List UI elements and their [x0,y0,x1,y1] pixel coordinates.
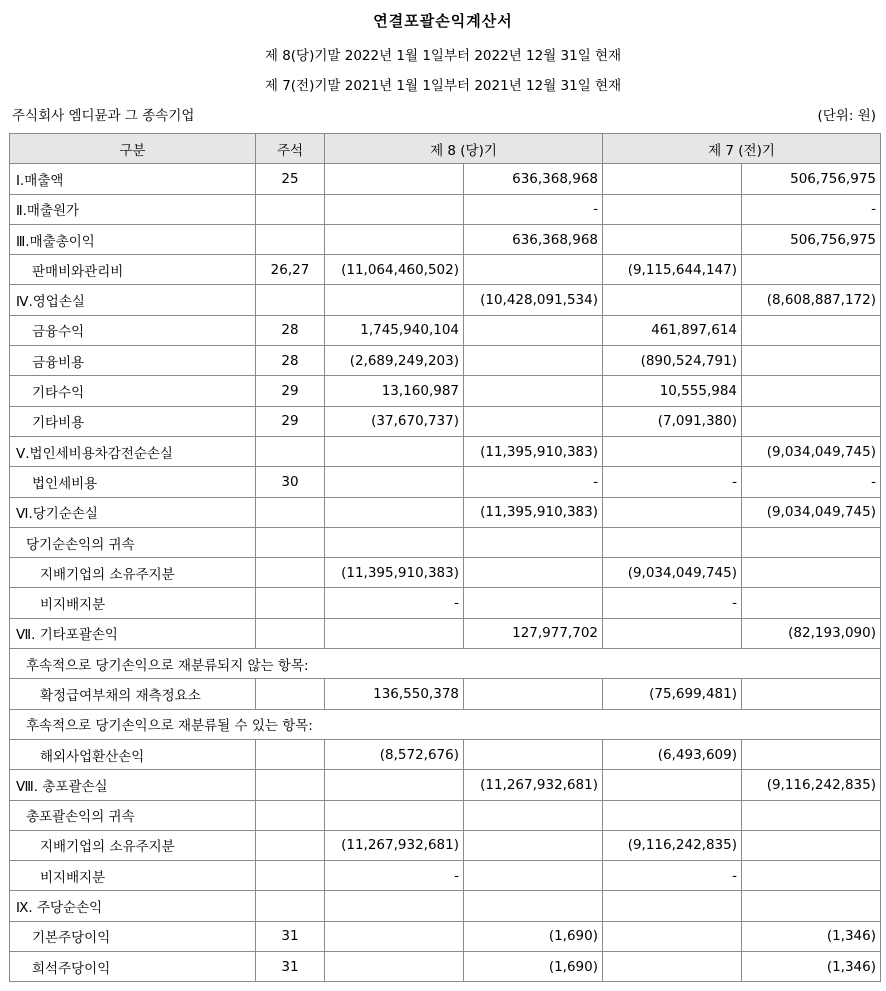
row-prior-detail [603,497,742,527]
table-header-row [10,134,881,164]
row-note [256,194,325,224]
row-note [256,739,325,769]
row-prior-total: 506,756,975 [742,224,881,254]
row-note: 28 [256,315,325,345]
table-row [10,618,881,648]
table-row [10,406,881,436]
row-label: Ⅵ.당기순손실 [10,497,256,527]
row-label: 해외사업환산손익 [10,739,256,769]
row-prior-total [742,800,881,830]
row-note [256,285,325,315]
table-row [10,830,881,860]
row-prior-total [742,255,881,285]
row-current-total [464,588,603,618]
row-prior-detail [603,527,742,557]
row-current-detail [325,436,464,466]
table-row [10,770,881,800]
row-prior-detail: (890,524,791) [603,346,742,376]
row-prior-detail: - [603,467,742,497]
row-label: 지배기업의 소유주지분 [10,830,256,860]
table-row [10,709,881,739]
row-prior-total [742,346,881,376]
row-current-detail [325,224,464,254]
table-row [10,497,881,527]
table-row [10,436,881,466]
row-current-detail [325,467,464,497]
row-current-detail: - [325,861,464,891]
table-row [10,346,881,376]
row-note [256,527,325,557]
row-prior-detail: (9,116,242,835) [603,830,742,860]
row-prior-detail [603,436,742,466]
row-prior-detail [603,800,742,830]
row-note [256,770,325,800]
row-current-total: (1,690) [464,921,603,951]
row-label: 판매비와관리비 [10,255,256,285]
table-row [10,315,881,345]
row-prior-detail: (9,115,644,147) [603,255,742,285]
table-row [10,164,881,194]
row-label: 금융비용 [10,346,256,376]
row-label: 기타비용 [10,406,256,436]
row-current-total [464,406,603,436]
row-current-total [464,891,603,921]
table-row [10,467,881,497]
row-prior-detail [603,164,742,194]
table-row [10,800,881,830]
row-label: Ⅷ. 총포괄손실 [10,770,256,800]
table-row [10,952,881,982]
header-current-period: 제 8 (당)기 [325,134,603,164]
company-name: 주식회사 엠디뮨과 그 종속기업 [12,108,195,124]
row-prior-detail [603,921,742,951]
row-current-detail [325,921,464,951]
section-subheading: 후속적으로 당기손익으로 재분류될 수 있는 항목: [10,709,881,739]
table-row [10,255,881,285]
table-row [10,194,881,224]
row-note: 28 [256,346,325,376]
table-row [10,649,881,679]
row-prior-total [742,861,881,891]
row-current-detail [325,618,464,648]
header-prior-period: 제 7 (전)기 [603,134,881,164]
row-current-total [464,255,603,285]
row-current-detail [325,770,464,800]
row-current-detail [325,527,464,557]
row-note: 26,27 [256,255,325,285]
row-current-total: (11,395,910,383) [464,497,603,527]
row-prior-total [742,588,881,618]
row-prior-total [742,558,881,588]
table-row [10,891,881,921]
row-note [256,800,325,830]
row-label: 금융수익 [10,315,256,345]
row-current-total: (11,395,910,383) [464,436,603,466]
row-note [256,618,325,648]
row-label: 법인세비용 [10,467,256,497]
row-current-total: - [464,194,603,224]
row-current-detail: (8,572,676) [325,739,464,769]
row-label: Ⅸ. 주당순손익 [10,891,256,921]
row-current-detail: (37,670,737) [325,406,464,436]
row-current-total [464,376,603,406]
row-label: 비지배지분 [10,861,256,891]
row-current-detail: (11,267,932,681) [325,830,464,860]
period-prior: 제 7(전)기말 2021년 1월 1일부터 2021년 12월 31일 현재 [264,78,622,94]
row-current-total [464,558,603,588]
row-prior-total: (8,608,887,172) [742,285,881,315]
table-row [10,921,881,951]
row-note: 29 [256,406,325,436]
row-label: Ⅰ.매출액 [10,164,256,194]
row-prior-total: (1,346) [742,952,881,982]
row-prior-detail: (7,091,380) [603,406,742,436]
row-current-total: (1,690) [464,952,603,982]
row-current-total: (11,267,932,681) [464,770,603,800]
row-prior-total: - [742,467,881,497]
row-prior-total [742,679,881,709]
row-prior-total: (9,034,049,745) [742,497,881,527]
row-note: 29 [256,376,325,406]
row-current-total [464,346,603,376]
row-note [256,861,325,891]
row-prior-detail: (6,493,609) [603,739,742,769]
row-label: Ⅳ.영업손실 [10,285,256,315]
section-subheading: 후속적으로 당기손익으로 재분류되지 않는 항목: [10,649,881,679]
row-label: 희석주당이익 [10,952,256,982]
row-current-detail: - [325,588,464,618]
row-current-total [464,739,603,769]
row-current-detail [325,952,464,982]
row-prior-total: (9,116,242,835) [742,770,881,800]
row-note: 30 [256,467,325,497]
unit-label: (단위: 원) [817,108,876,124]
row-prior-detail: (75,699,481) [603,679,742,709]
row-prior-total: - [742,194,881,224]
row-note [256,497,325,527]
table-row [10,861,881,891]
row-prior-total [742,376,881,406]
row-current-detail: (11,395,910,383) [325,558,464,588]
row-label: 총포괄손익의 귀속 [10,800,256,830]
row-prior-total [742,527,881,557]
row-prior-detail [603,224,742,254]
row-note [256,588,325,618]
row-label: 비지배지분 [10,588,256,618]
row-current-total [464,830,603,860]
income-statement-table [9,133,881,982]
row-current-detail: 136,550,378 [325,679,464,709]
row-note [256,436,325,466]
row-prior-detail [603,285,742,315]
row-label: 확정급여부채의 재측정요소 [10,679,256,709]
row-note [256,679,325,709]
row-prior-detail [603,194,742,224]
table-row [10,285,881,315]
row-prior-total [742,830,881,860]
row-note: 31 [256,952,325,982]
row-current-detail: 1,745,940,104 [325,315,464,345]
row-note [256,830,325,860]
row-label: 당기순손익의 귀속 [10,527,256,557]
row-current-total: (10,428,091,534) [464,285,603,315]
statement-title: 연결포괄손익계산서 [373,12,513,30]
table-row [10,739,881,769]
row-prior-total: (82,193,090) [742,618,881,648]
header-note: 주석 [256,134,325,164]
row-current-total [464,800,603,830]
row-prior-detail: 10,555,984 [603,376,742,406]
row-current-total: 636,368,968 [464,164,603,194]
row-prior-detail [603,952,742,982]
row-note [256,224,325,254]
table-row [10,558,881,588]
row-current-total [464,527,603,557]
row-prior-total: 506,756,975 [742,164,881,194]
row-prior-total [742,891,881,921]
table-row [10,679,881,709]
row-prior-detail: - [603,588,742,618]
row-prior-total: (9,034,049,745) [742,436,881,466]
row-prior-total [742,315,881,345]
row-current-detail [325,194,464,224]
header-category: 구분 [10,134,256,164]
row-label: Ⅱ.매출원가 [10,194,256,224]
row-current-total: 127,977,702 [464,618,603,648]
row-current-total: - [464,467,603,497]
row-current-detail: (11,064,460,502) [325,255,464,285]
row-label: 지배기업의 소유주지분 [10,558,256,588]
row-current-total: 636,368,968 [464,224,603,254]
row-label: Ⅶ. 기타포괄손익 [10,618,256,648]
table-row [10,588,881,618]
row-label: Ⅴ.법인세비용차감전순손실 [10,436,256,466]
row-current-detail [325,800,464,830]
row-current-detail: (2,689,249,203) [325,346,464,376]
period-current: 제 8(당)기말 2022년 1월 1일부터 2022년 12월 31일 현재 [264,48,622,64]
row-note: 31 [256,921,325,951]
row-prior-detail: (9,034,049,745) [603,558,742,588]
table-row [10,224,881,254]
row-note [256,891,325,921]
row-current-total [464,861,603,891]
table-row [10,376,881,406]
row-note: 25 [256,164,325,194]
row-current-detail [325,164,464,194]
row-prior-detail: - [603,861,742,891]
row-prior-total: (1,346) [742,921,881,951]
row-note [256,558,325,588]
row-current-total [464,315,603,345]
table-row [10,527,881,557]
row-prior-total [742,406,881,436]
row-prior-detail [603,891,742,921]
row-label: 기본주당이익 [10,921,256,951]
row-prior-detail [603,770,742,800]
row-current-detail [325,497,464,527]
row-current-detail [325,285,464,315]
row-prior-total [742,739,881,769]
row-current-detail [325,891,464,921]
row-label: 기타수익 [10,376,256,406]
row-current-total [464,679,603,709]
row-prior-detail [603,618,742,648]
row-prior-detail: 461,897,614 [603,315,742,345]
row-label: Ⅲ.매출총이익 [10,224,256,254]
row-current-detail: 13,160,987 [325,376,464,406]
